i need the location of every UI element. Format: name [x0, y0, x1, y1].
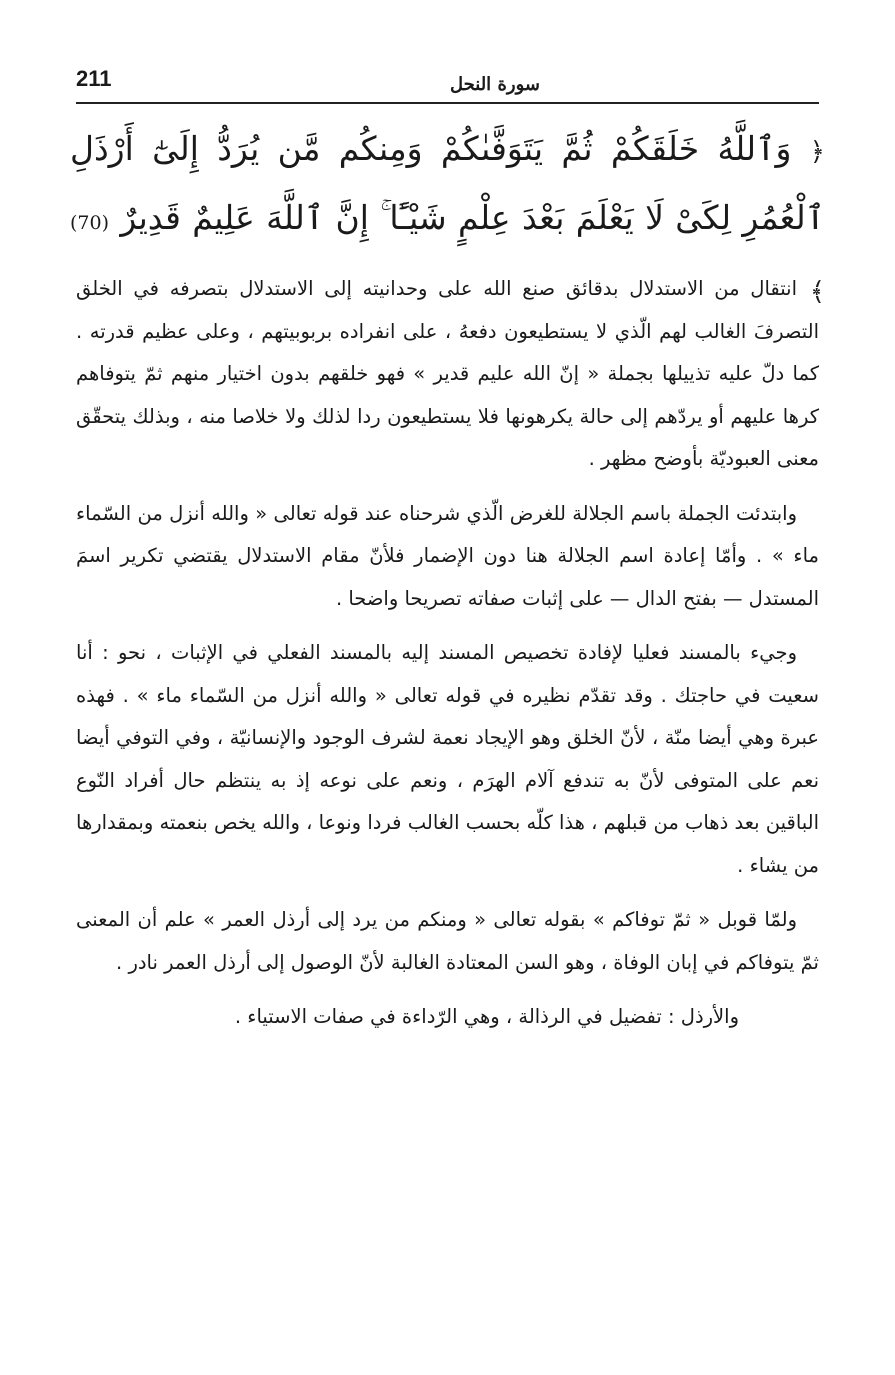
verse-close-bracket: ﴾ [809, 277, 825, 307]
verse-text: وَٱللَّهُ خَلَقَكُمْ ثُمَّ يَتَوَفَّىٰكُمْ وَمِنكُم مَّن يُرَدُّ إِلَىٰٓ أَرْذَلِ ٱلْعُمُرِ لِكَىْ لَا يَعْلَمَ بَعْدَ عِلْمٍ شَيْـًٔا ۚ إِنَّ ٱللَّهَ عَلِيمٌ قَدِيرٌ [70, 129, 825, 237]
header-rule [76, 102, 819, 104]
paragraph: ولمّا قوبل « ثمّ توفاكم » بقوله تعالى « ومنكم من يرد إلى أرذل العمر » علم أن المعنى ثمّ يتوفاكم في إبان الوفاة ، وهو السن المعتادة الغالبة لأنّ الوصول إلى أرذل العمر نادر . [76, 908, 819, 974]
paragraph: وجيء بالمسند فعليا لإفادة تخصيص المسند إليه بالمسند الفعلي في الإثبات ، نحو : أنا سعيت في حاجتك . وقد تقدّم نظيره في قوله تعالى « والله أنزل من السّماء ماء » . فهذه عبرة وهي أيضا منّة ، لأنّ الخلق وهو الإيجاد نعمة لشرف الوجود والإنسانيّة ، وفي التوفي أيضا نعم على المتوفى لأنّ به تندفع آلام الهرَم ، ونعم على نوعه إذ به ينتظم حال أفراد النّوع الباقين بعد ذهاب من قبلهم ، هذا كلّه بحسب الغالب فردا ونوعا ، والله يخص بنعمته وبمقدارها من يشاء . [76, 641, 819, 877]
paragraph: وابتدئت الجملة باسم الجلالة للغرض الّذي شرحناه عند قوله تعالى « والله أنزل من السّماء ماء » . وأمّا إعادة اسم الجلالة هنا دون الإضمار فلأنّ مقام الاستدلال يقتضي تكرير اسمَ المستدل — بفتح الدال — على إثبات صفاته تصريحا واضحا . [76, 501, 819, 610]
commentary-body [76, 268, 819, 1051]
page-number: 211 [76, 66, 112, 91]
verse-open-bracket: ﴿ [809, 137, 825, 167]
paragraph: انتقال من الاستدلال بدقائق صنع الله على وحدانيته إلى الاستدلال بتصرفه في الخلق التصرفَ الغالب لهم الّذي لا يستطيعون دفعهُ ، على انفراده بربوبيتهم ، وعلى عظيم قدرته . كما دلّ عليه تذييلها بجملة « إنّ الله عليم قدير » فهو خلقهم بدون اختيار منهم ثمّ يتوفاهم كرها عليهم أو يردّهم إلى حالة يكرهونها فلا يستطيعون ردا لذلك ولا خلاصا منه ، وبذلك يتحقّق معنى العبوديّة بأوضح مظهر . [76, 277, 819, 470]
paragraph: والأرذل : تفضيل في الرذالة ، وهي الرّداءة في صفات الاستياء . [234, 1005, 739, 1028]
verse-number: (70) [70, 212, 110, 234]
running-title: سورة النحل [450, 74, 540, 95]
